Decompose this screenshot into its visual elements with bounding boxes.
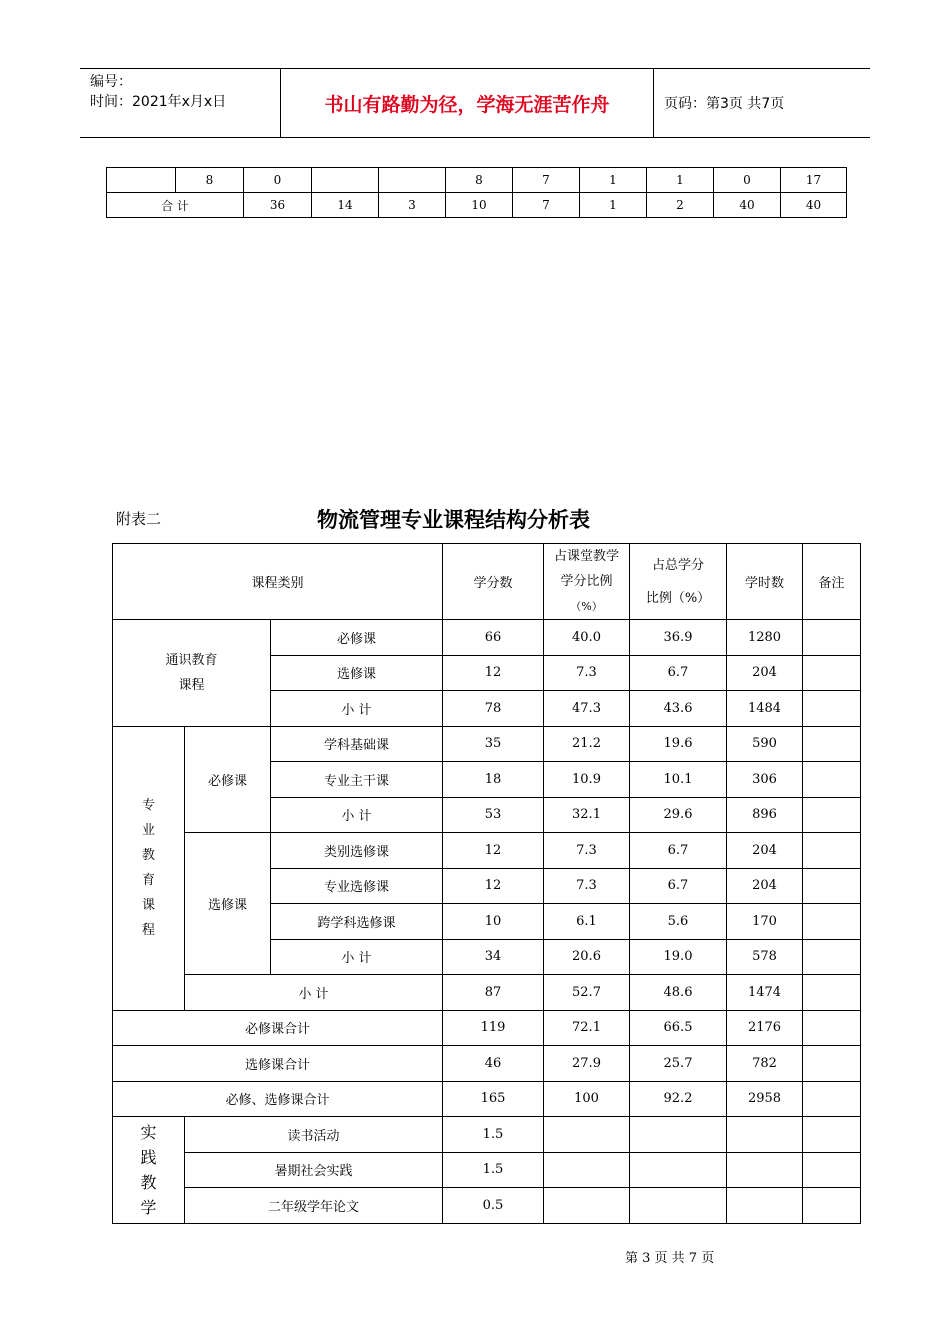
table-cell xyxy=(107,168,176,193)
course-name: 选修课合计 xyxy=(113,1046,443,1082)
hours-cell xyxy=(727,1188,803,1224)
hours-cell: 2176 xyxy=(727,1010,803,1046)
document-header xyxy=(80,68,870,138)
course-name: 必修、选修课合计 xyxy=(113,1081,443,1117)
remarks-cell xyxy=(803,904,861,940)
class-ratio-cell: 6.1 xyxy=(544,904,630,940)
table-cell: 7 xyxy=(513,193,580,218)
table-cell: 0 xyxy=(244,168,312,193)
remarks-cell xyxy=(803,833,861,869)
header-meta xyxy=(80,69,281,137)
course-name: 必修课 xyxy=(271,620,443,656)
total-ratio-cell: 92.2 xyxy=(630,1081,727,1117)
credits-cell: 119 xyxy=(443,1010,544,1046)
number-label: 编号： xyxy=(90,74,132,90)
class-ratio-cell: 7.3 xyxy=(544,833,630,869)
hours-cell: 782 xyxy=(727,1046,803,1082)
remarks-cell xyxy=(803,1010,861,1046)
class-ratio-cell: 40.0 xyxy=(544,620,630,656)
header-class-ratio: 占课堂教学 学分比例 （%） xyxy=(544,544,630,620)
table-cell: 10 xyxy=(446,193,513,218)
major-education-label: 专 业 教 育 课 程 xyxy=(113,726,185,1010)
remarks-cell xyxy=(803,1188,861,1224)
class-ratio-cell: 100 xyxy=(544,1081,630,1117)
class-ratio-cell: 27.9 xyxy=(544,1046,630,1082)
table-row-total xyxy=(107,193,847,218)
credits-cell: 87 xyxy=(443,975,544,1011)
class-ratio-cell: 32.1 xyxy=(544,797,630,833)
class-ratio-cell: 7.3 xyxy=(544,655,630,691)
total-ratio-cell xyxy=(630,1152,727,1188)
hours-cell xyxy=(727,1117,803,1153)
course-name: 专业选修课 xyxy=(271,868,443,904)
course-name: 学科基础课 xyxy=(271,726,443,762)
table-cell: 1 xyxy=(580,168,647,193)
hours-cell: 1280 xyxy=(727,620,803,656)
course-structure-table xyxy=(112,543,861,1224)
credits-cell: 34 xyxy=(443,939,544,975)
major-required-label: 必修课 xyxy=(185,726,271,833)
hours-cell: 204 xyxy=(727,833,803,869)
remarks-cell xyxy=(803,726,861,762)
table-cell: 14 xyxy=(312,193,379,218)
page-footer: 第 3 页 共 7 页 xyxy=(625,1251,715,1266)
course-name: 专业主干课 xyxy=(271,762,443,798)
course-name: 小 计 xyxy=(271,797,443,833)
course-name: 类别选修课 xyxy=(271,833,443,869)
table-row xyxy=(113,1010,861,1046)
total-ratio-cell: 6.7 xyxy=(630,833,727,869)
hours-cell: 590 xyxy=(727,726,803,762)
total-ratio-cell: 43.6 xyxy=(630,691,727,727)
class-ratio-cell xyxy=(544,1152,630,1188)
table-row xyxy=(113,1117,861,1153)
course-name: 跨学科选修课 xyxy=(271,904,443,940)
table-cell xyxy=(312,168,379,193)
total-ratio-cell: 19.6 xyxy=(630,726,727,762)
credits-cell: 35 xyxy=(443,726,544,762)
table-row xyxy=(113,1081,861,1117)
remarks-cell xyxy=(803,1046,861,1082)
table-cell: 40 xyxy=(714,193,781,218)
course-name: 必修课合计 xyxy=(113,1010,443,1046)
header-motto: 书山有路勤为径，学海无涯苦作舟 xyxy=(281,69,654,137)
header-hours: 学时数 xyxy=(727,544,803,620)
credits-cell: 165 xyxy=(443,1081,544,1117)
total-ratio-cell: 10.1 xyxy=(630,762,727,798)
total-ratio-cell: 66.5 xyxy=(630,1010,727,1046)
hours-cell: 170 xyxy=(727,904,803,940)
remarks-cell xyxy=(803,975,861,1011)
remarks-cell xyxy=(803,691,861,727)
remarks-cell xyxy=(803,762,861,798)
hours-cell: 1474 xyxy=(727,975,803,1011)
table-header-row xyxy=(113,544,861,620)
credits-cell: 1.5 xyxy=(443,1117,544,1153)
class-ratio-cell: 21.2 xyxy=(544,726,630,762)
hours-cell xyxy=(727,1152,803,1188)
table-row xyxy=(113,726,861,762)
credits-cell: 66 xyxy=(443,620,544,656)
class-ratio-cell: 47.3 xyxy=(544,691,630,727)
table-cell: 36 xyxy=(244,193,312,218)
course-name: 小 计 xyxy=(185,975,443,1011)
total-label: 合 计 xyxy=(107,193,244,218)
credits-cell: 46 xyxy=(443,1046,544,1082)
header-page-info: 页码：第3页 共7页 xyxy=(664,96,785,112)
hours-cell: 204 xyxy=(727,868,803,904)
total-ratio-cell xyxy=(630,1117,727,1153)
header-credits: 学分数 xyxy=(443,544,544,620)
class-ratio-cell: 7.3 xyxy=(544,868,630,904)
hours-cell: 1484 xyxy=(727,691,803,727)
total-ratio-cell: 36.9 xyxy=(630,620,727,656)
total-ratio-cell: 6.7 xyxy=(630,655,727,691)
hours-cell: 896 xyxy=(727,797,803,833)
course-name: 小 计 xyxy=(271,939,443,975)
hours-cell: 2958 xyxy=(727,1081,803,1117)
table-cell: 2 xyxy=(647,193,714,218)
class-ratio-cell: 72.1 xyxy=(544,1010,630,1046)
credits-cell: 0.5 xyxy=(443,1188,544,1224)
remarks-cell xyxy=(803,939,861,975)
table-cell: 8 xyxy=(176,168,244,193)
major-elective-label: 选修课 xyxy=(185,833,271,975)
hours-cell: 204 xyxy=(727,655,803,691)
table-cell xyxy=(379,168,446,193)
course-name: 暑期社会实践 xyxy=(185,1152,443,1188)
hours-cell: 306 xyxy=(727,762,803,798)
practice-teaching-label: 实 践 教 学 xyxy=(113,1117,185,1224)
table-cell: 3 xyxy=(379,193,446,218)
credits-cell: 12 xyxy=(443,833,544,869)
remarks-cell xyxy=(803,797,861,833)
table-cell: 17 xyxy=(781,168,847,193)
continued-table xyxy=(106,167,847,218)
class-ratio-cell xyxy=(544,1117,630,1153)
credits-cell: 12 xyxy=(443,655,544,691)
table-cell: 7 xyxy=(513,168,580,193)
remarks-cell xyxy=(803,620,861,656)
course-name: 小 计 xyxy=(271,691,443,727)
table-cell: 1 xyxy=(647,168,714,193)
credits-cell: 18 xyxy=(443,762,544,798)
time-label: 时间：2021年x月x日 xyxy=(90,94,227,110)
table-cell: 1 xyxy=(580,193,647,218)
credits-cell: 10 xyxy=(443,904,544,940)
table-row xyxy=(113,620,861,656)
course-name: 选修课 xyxy=(271,655,443,691)
course-name: 二年级学年论文 xyxy=(185,1188,443,1224)
credits-cell: 53 xyxy=(443,797,544,833)
remarks-cell xyxy=(803,655,861,691)
table-cell: 8 xyxy=(446,168,513,193)
general-education-label: 通识教育 课程 xyxy=(113,620,271,727)
table-row xyxy=(113,1152,861,1188)
table-row xyxy=(113,833,861,869)
total-ratio-cell: 5.6 xyxy=(630,904,727,940)
credits-cell: 1.5 xyxy=(443,1152,544,1188)
total-ratio-cell: 6.7 xyxy=(630,868,727,904)
class-ratio-cell xyxy=(544,1188,630,1224)
course-name: 读书活动 xyxy=(185,1117,443,1153)
class-ratio-cell: 52.7 xyxy=(544,975,630,1011)
remarks-cell xyxy=(803,1117,861,1153)
header-remarks: 备注 xyxy=(803,544,861,620)
remarks-cell xyxy=(803,868,861,904)
class-ratio-cell: 10.9 xyxy=(544,762,630,798)
total-ratio-cell: 25.7 xyxy=(630,1046,727,1082)
table-caption: 附表二 xyxy=(116,510,162,528)
hours-cell: 578 xyxy=(727,939,803,975)
remarks-cell xyxy=(803,1081,861,1117)
table-cell: 40 xyxy=(781,193,847,218)
header-category: 课程类别 xyxy=(113,544,443,620)
total-ratio-cell: 48.6 xyxy=(630,975,727,1011)
total-ratio-cell xyxy=(630,1188,727,1224)
credits-cell: 78 xyxy=(443,691,544,727)
table-row xyxy=(113,1046,861,1082)
total-ratio-cell: 19.0 xyxy=(630,939,727,975)
table-row xyxy=(107,168,847,193)
class-ratio-cell: 20.6 xyxy=(544,939,630,975)
credits-cell: 12 xyxy=(443,868,544,904)
header-total-ratio: 占总学分 比例（%） xyxy=(630,544,727,620)
table-row xyxy=(113,975,861,1011)
table-cell: 0 xyxy=(714,168,781,193)
remarks-cell xyxy=(803,1152,861,1188)
table-row xyxy=(113,1188,861,1224)
table-title: 物流管理专业课程结构分析表 xyxy=(317,508,590,532)
total-ratio-cell: 29.6 xyxy=(630,797,727,833)
